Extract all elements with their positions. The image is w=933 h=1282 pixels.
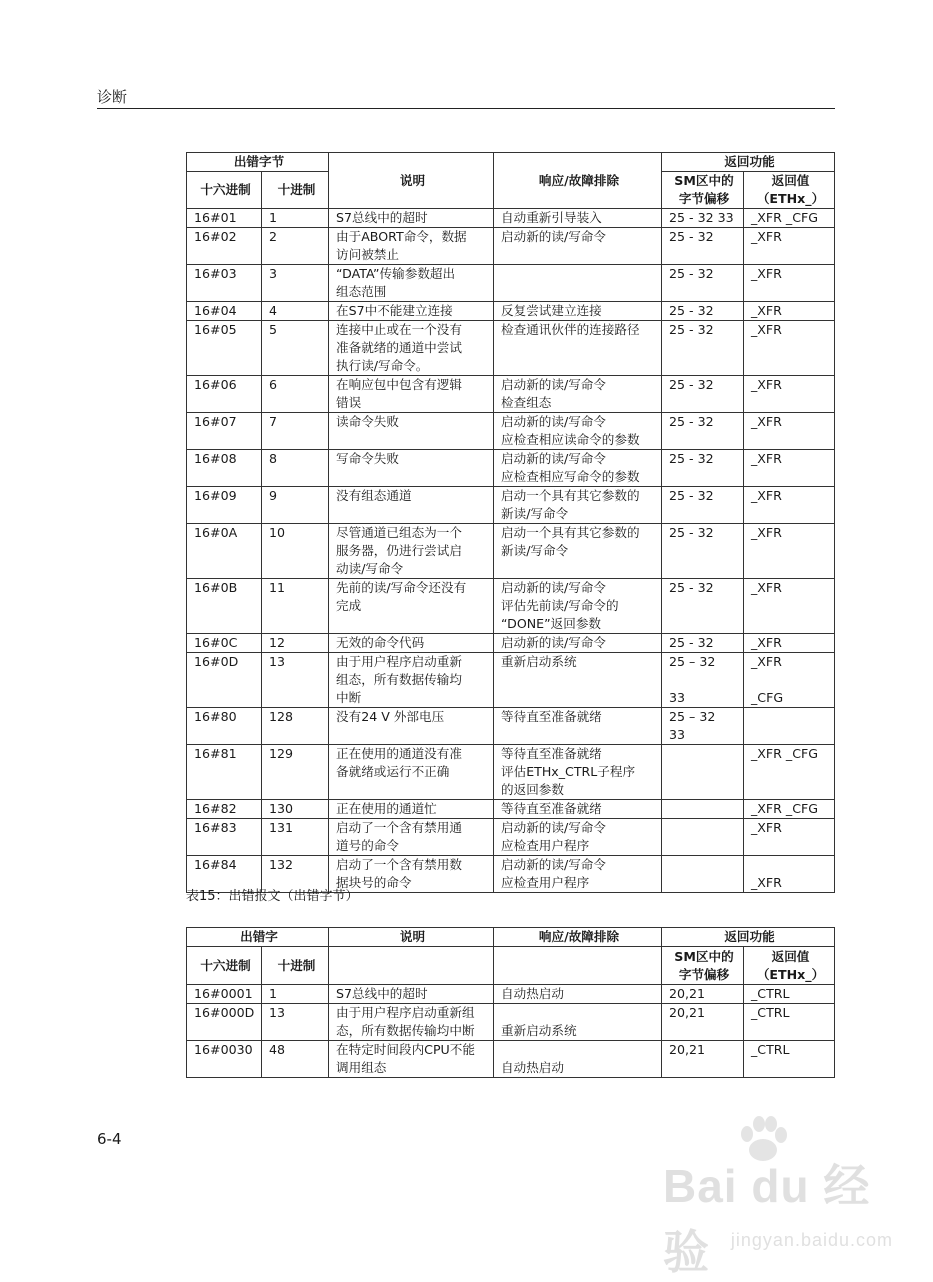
header-sm-offset: SM区中的 字节偏移 [662, 172, 744, 209]
cell-dec: 13 [262, 653, 329, 708]
table-row [187, 376, 835, 413]
table-row [187, 524, 835, 579]
cell-dec: 129 [262, 745, 329, 800]
header-return-function: 返回功能 [662, 153, 835, 172]
cell-sm-offset [662, 856, 744, 893]
cell-hex: 16#0A [187, 524, 262, 579]
cell-line [501, 1041, 657, 1059]
cell-response [494, 450, 662, 487]
table-caption: 表15：出错报文（出错字节） [186, 889, 359, 904]
cell-line: 25 - 32 [669, 580, 714, 595]
cell-line: _XFR [751, 303, 782, 318]
cell-response [494, 524, 662, 579]
cell-line: 自动重新引导装入 [501, 210, 602, 225]
cell-sm-offset [662, 653, 744, 708]
cell-line: 中断 [336, 690, 362, 705]
cell-return-value [744, 450, 835, 487]
cell-description [329, 321, 494, 376]
cell-line: 等待直至准备就绪 [501, 801, 602, 816]
cell-description [329, 745, 494, 800]
cell-response [494, 209, 662, 228]
cell-line [669, 671, 739, 689]
cell-line: _XFR _CFG [751, 210, 819, 225]
cell-dec: 1 [262, 985, 329, 1004]
cell-dec: 2 [262, 228, 329, 265]
cell-line [669, 819, 739, 837]
cell-return-value [744, 487, 835, 524]
cell-line: _XFR _CFG [751, 746, 819, 761]
cell-response [494, 579, 662, 634]
cell-description [329, 302, 494, 321]
cell-line: 25 – 32 [669, 709, 716, 724]
cell-hex: 16#07 [187, 413, 262, 450]
header-hex: 十六进制 [187, 947, 262, 985]
cell-line: S7总线中的超时 [336, 210, 428, 225]
cell-line: 在S7中不能建立连接 [336, 303, 453, 318]
cell-line: 启动新的读/写命令 [501, 377, 606, 392]
cell-return-value [744, 985, 835, 1004]
table-row [187, 265, 835, 302]
cell-line: 25 - 32 [669, 414, 714, 429]
cell-line: 正在使用的通道没有准 [336, 746, 462, 761]
cell-line: 启动了一个含有禁用通 [336, 820, 462, 835]
cell-response [494, 634, 662, 653]
header-sm-offset: SM区中的 字节偏移 [662, 947, 744, 985]
cell-line: 没有24 V 外部电压 [336, 709, 445, 724]
cell-hex: 16#08 [187, 450, 262, 487]
cell-line: _XFR [751, 266, 782, 281]
cell-response [494, 1041, 662, 1078]
cell-hex: 16#03 [187, 265, 262, 302]
header-response: 响应/故障排除 [494, 153, 662, 209]
cell-hex: 16#81 [187, 745, 262, 800]
cell-return-value [744, 1041, 835, 1078]
cell-line: 没有组态通道 [336, 488, 412, 503]
cell-sm-offset [662, 1041, 744, 1078]
table-row [187, 450, 835, 487]
cell-response [494, 228, 662, 265]
cell-line [669, 745, 739, 763]
cell-line: _CTRL [751, 1005, 790, 1020]
cell-sm-offset [662, 745, 744, 800]
cell-line: 25 – 32 [669, 654, 716, 669]
cell-hex: 16#84 [187, 856, 262, 893]
cell-dec: 4 [262, 302, 329, 321]
cell-line: 由于用户程序启动重新组 [336, 1005, 475, 1020]
cell-response [494, 321, 662, 376]
cell-line: _XFR _CFG [751, 801, 819, 816]
cell-line: _XFR [751, 451, 782, 466]
table-row [187, 653, 835, 708]
cell-description [329, 634, 494, 653]
cell-response [494, 708, 662, 745]
cell-dec: 11 [262, 579, 329, 634]
header-response: 响应/故障排除 [494, 928, 662, 947]
cell-line: 自动热启动 [501, 986, 564, 1001]
cell-line: 25 - 32 [669, 451, 714, 466]
header-return-value: 返回值 （ETHx_） [744, 947, 835, 985]
cell-line: _CTRL [751, 1042, 790, 1057]
cell-sm-offset [662, 1004, 744, 1041]
cell-sm-offset [662, 819, 744, 856]
cell-hex: 16#01 [187, 209, 262, 228]
cell-sm-offset [662, 524, 744, 579]
cell-line: 20,21 [669, 1005, 706, 1020]
cell-dec: 10 [262, 524, 329, 579]
cell-description [329, 413, 494, 450]
cell-dec: 130 [262, 800, 329, 819]
cell-line: 完成 [336, 598, 362, 613]
cell-return-value [744, 228, 835, 265]
cell-line: 启动新的读/写命令 [501, 414, 606, 429]
cell-line: 服务器，仍进行尝试启 [336, 543, 462, 558]
table-row [187, 634, 835, 653]
cell-sm-offset [662, 265, 744, 302]
cell-return-value [744, 302, 835, 321]
cell-line: 先前的读/写命令还没有 [336, 580, 467, 595]
cell-description [329, 450, 494, 487]
cell-line: 无效的命令代码 [336, 635, 425, 650]
cell-line: 连接中止或在一个没有 [336, 322, 462, 337]
cell-hex: 16#0D [187, 653, 262, 708]
cell-description [329, 487, 494, 524]
cell-line: _CFG [751, 690, 784, 705]
cell-line: 25 - 32 [669, 635, 714, 650]
cell-line: 25 - 32 [669, 229, 714, 244]
cell-response [494, 302, 662, 321]
header-description: 说明 [329, 928, 494, 947]
cell-line: 反复尝试建立连接 [501, 303, 602, 318]
cell-hex: 16#04 [187, 302, 262, 321]
cell-response [494, 819, 662, 856]
cell-line: 启动新的读/写命令 [501, 451, 606, 466]
cell-sm-offset [662, 302, 744, 321]
table-row [187, 708, 835, 745]
cell-line: S7总线中的超时 [336, 986, 428, 1001]
cell-sm-offset [662, 376, 744, 413]
cell-return-value [744, 819, 835, 856]
cell-description [329, 819, 494, 856]
cell-line: 由于ABORT命令，数据 [336, 229, 467, 244]
cell-line: 写命令失败 [336, 451, 399, 466]
cell-line: 读命令失败 [336, 414, 399, 429]
cell-line: 25 - 32 [669, 322, 714, 337]
cell-hex: 16#80 [187, 708, 262, 745]
cell-sm-offset [662, 634, 744, 653]
cell-line: 新读/写命令 [501, 543, 569, 558]
cell-line: _XFR [751, 635, 782, 650]
table-row [187, 1041, 835, 1078]
table-row [187, 745, 835, 800]
cell-line: 应检查用户程序 [501, 875, 590, 890]
cell-line: 在特定时间段内CPU不能 [336, 1042, 475, 1057]
cell-line: 准备就绪的通道中尝试 [336, 340, 462, 355]
cell-line [501, 1004, 657, 1022]
cell-line: 由于用户程序启动重新 [336, 654, 462, 669]
cell-dec: 9 [262, 487, 329, 524]
cell-line: _XFR [751, 377, 782, 392]
cell-return-value [744, 1004, 835, 1041]
cell-description [329, 1041, 494, 1078]
cell-line: 启动新的读/写命令 [501, 229, 606, 244]
cell-hex: 16#05 [187, 321, 262, 376]
cell-response [494, 856, 662, 893]
cell-line: 应检查用户程序 [501, 838, 590, 853]
cell-line: 尽管通道已组态为一个 [336, 525, 462, 540]
cell-line: 20,21 [669, 1042, 706, 1057]
table-row [187, 579, 835, 634]
cell-line: 评估ETHx_CTRL子程序 [501, 764, 636, 779]
cell-line: _XFR [751, 488, 782, 503]
cell-response [494, 487, 662, 524]
cell-dec: 1 [262, 209, 329, 228]
watermark [663, 1150, 903, 1278]
header-hex: 十六进制 [187, 172, 262, 209]
header-return-value: 返回值 （ETHx_） [744, 172, 835, 209]
cell-sm-offset [662, 487, 744, 524]
cell-return-value [744, 579, 835, 634]
cell-return-value [744, 653, 835, 708]
cell-dec: 12 [262, 634, 329, 653]
cell-line: _XFR [751, 875, 782, 890]
cell-description [329, 265, 494, 302]
section-title: 诊断 [97, 88, 128, 106]
cell-hex: 16#000D [187, 1004, 262, 1041]
cell-dec: 128 [262, 708, 329, 745]
cell-response [494, 413, 662, 450]
cell-line: 访问被禁止 [336, 247, 399, 262]
cell-line: 25 - 32 [669, 488, 714, 503]
cell-line [501, 265, 657, 283]
cell-line: 25 - 32 33 [669, 210, 734, 225]
cell-line: 的返回参数 [501, 782, 564, 797]
cell-response [494, 800, 662, 819]
cell-sm-offset [662, 228, 744, 265]
cell-hex: 16#09 [187, 487, 262, 524]
cell-line: _XFR [751, 820, 782, 835]
header-dec: 十进制 [262, 172, 329, 209]
cell-return-value [744, 745, 835, 800]
header-description: 说明 [329, 153, 494, 209]
cell-sm-offset [662, 708, 744, 745]
error-word-table [186, 927, 835, 1078]
cell-return-value [744, 209, 835, 228]
table-row [187, 819, 835, 856]
cell-return-value [744, 634, 835, 653]
cell-hex: 16#83 [187, 819, 262, 856]
table-row [187, 413, 835, 450]
cell-line: 等待直至准备就绪 [501, 746, 602, 761]
cell-line: 组态范围 [336, 284, 387, 299]
cell-return-value [744, 524, 835, 579]
cell-line: 重新启动系统 [501, 1023, 577, 1038]
cell-dec: 132 [262, 856, 329, 893]
table-row [187, 1004, 835, 1041]
table-row [187, 985, 835, 1004]
table-row [187, 302, 835, 321]
cell-description [329, 1004, 494, 1041]
watermark-logo: Bai du 经验 [663, 1160, 871, 1278]
cell-sm-offset [662, 321, 744, 376]
cell-dec: 6 [262, 376, 329, 413]
cell-description [329, 985, 494, 1004]
cell-response [494, 265, 662, 302]
cell-line: 检查通讯伙伴的连接路径 [501, 322, 640, 337]
cell-line: 启动新的读/写命令 [501, 857, 606, 872]
cell-hex: 16#82 [187, 800, 262, 819]
cell-line: “DONE”返回参数 [501, 616, 602, 631]
cell-return-value [744, 800, 835, 819]
cell-line: 在响应包中包含有逻辑 [336, 377, 462, 392]
cell-sm-offset [662, 800, 744, 819]
cell-line [751, 671, 830, 689]
cell-line: 备就绪或运行不正确 [336, 764, 450, 779]
table-row [187, 228, 835, 265]
cell-line: 25 - 32 [669, 377, 714, 392]
cell-description [329, 708, 494, 745]
cell-line: 执行读/写命令。 [336, 358, 429, 373]
cell-line: _XFR [751, 229, 782, 244]
cell-line: 启动新的读/写命令 [501, 635, 606, 650]
cell-line: 检查组态 [501, 395, 552, 410]
cell-description [329, 228, 494, 265]
cell-description [329, 579, 494, 634]
cell-dec: 7 [262, 413, 329, 450]
cell-line: 道号的命令 [336, 838, 399, 853]
cell-line: _XFR [751, 525, 782, 540]
table-row [187, 487, 835, 524]
cell-line: 25 - 32 [669, 525, 714, 540]
error-byte-table [186, 152, 835, 893]
cell-response [494, 376, 662, 413]
cell-dec: 13 [262, 1004, 329, 1041]
cell-dec: 5 [262, 321, 329, 376]
cell-response [494, 985, 662, 1004]
header-error-byte: 出错字节 [187, 153, 329, 172]
cell-line: 25 - 32 [669, 266, 714, 281]
cell-line [751, 708, 830, 726]
cell-line: _CTRL [751, 986, 790, 1001]
table-row [187, 209, 835, 228]
cell-description [329, 653, 494, 708]
cell-line: 态，所有数据传输均中断 [336, 1023, 475, 1038]
cell-line: _XFR [751, 414, 782, 429]
page-header [97, 86, 835, 109]
cell-return-value [744, 321, 835, 376]
cell-line: 错误 [336, 395, 362, 410]
cell-hex: 16#0030 [187, 1041, 262, 1078]
cell-line: 组态，所有数据传输均 [336, 672, 462, 687]
cell-line: 重新启动系统 [501, 654, 577, 669]
cell-sm-offset [662, 985, 744, 1004]
cell-response [494, 653, 662, 708]
cell-line: 评估先前读/写命令的 [501, 598, 619, 613]
cell-response [494, 1004, 662, 1041]
cell-line [669, 800, 739, 818]
cell-line: 启动一个具有其它参数的 [501, 488, 640, 503]
cell-line: 新读/写命令 [501, 506, 569, 521]
table-row [187, 800, 835, 819]
cell-description [329, 800, 494, 819]
header-return-function: 返回功能 [662, 928, 835, 947]
page-number: 6-4 [97, 1130, 122, 1148]
cell-hex: 16#0B [187, 579, 262, 634]
cell-line: 应检查相应读命令的参数 [501, 432, 640, 447]
cell-line [669, 856, 739, 874]
cell-line: _XFR [751, 580, 782, 595]
cell-return-value [744, 265, 835, 302]
cell-return-value [744, 708, 835, 745]
header-blank [494, 947, 662, 985]
cell-hex: 16#02 [187, 228, 262, 265]
cell-line: 调用组态 [336, 1060, 387, 1075]
cell-line [751, 856, 830, 874]
cell-sm-offset [662, 579, 744, 634]
cell-return-value [744, 376, 835, 413]
table-row [187, 321, 835, 376]
cell-dec: 131 [262, 819, 329, 856]
cell-line: _XFR [751, 322, 782, 337]
header-blank [329, 947, 494, 985]
cell-sm-offset [662, 450, 744, 487]
cell-sm-offset [662, 209, 744, 228]
cell-line: 33 [669, 727, 686, 742]
cell-hex: 16#0001 [187, 985, 262, 1004]
watermark-url: jingyan.baidu.com [730, 1230, 893, 1250]
cell-line: 等待直至准备就绪 [501, 709, 602, 724]
cell-return-value [744, 413, 835, 450]
cell-line: 25 - 32 [669, 303, 714, 318]
cell-line: 应检查相应写命令的参数 [501, 469, 640, 484]
cell-line: 启动新的读/写命令 [501, 580, 606, 595]
cell-return-value [744, 856, 835, 893]
cell-line: 正在使用的通道忙 [336, 801, 437, 816]
cell-line: 启动新的读/写命令 [501, 820, 606, 835]
cell-description [329, 376, 494, 413]
cell-line: 33 [669, 690, 686, 705]
cell-hex: 16#0C [187, 634, 262, 653]
cell-line: 自动热启动 [501, 1060, 564, 1075]
cell-line: “DATA”传输参数超出 [336, 266, 456, 281]
header-error-word: 出错字 [187, 928, 329, 947]
cell-line: 20,21 [669, 986, 706, 1001]
cell-dec: 8 [262, 450, 329, 487]
cell-line: 动读/写命令 [336, 561, 404, 576]
header-dec: 十进制 [262, 947, 329, 985]
cell-line: 启动一个具有其它参数的 [501, 525, 640, 540]
cell-sm-offset [662, 413, 744, 450]
cell-description [329, 524, 494, 579]
cell-line: _XFR [751, 654, 782, 669]
cell-line: 据块号的命令 [336, 875, 412, 890]
cell-dec: 3 [262, 265, 329, 302]
cell-hex: 16#06 [187, 376, 262, 413]
cell-line: 启动了一个含有禁用数 [336, 857, 462, 872]
cell-description [329, 209, 494, 228]
cell-response [494, 745, 662, 800]
cell-dec: 48 [262, 1041, 329, 1078]
